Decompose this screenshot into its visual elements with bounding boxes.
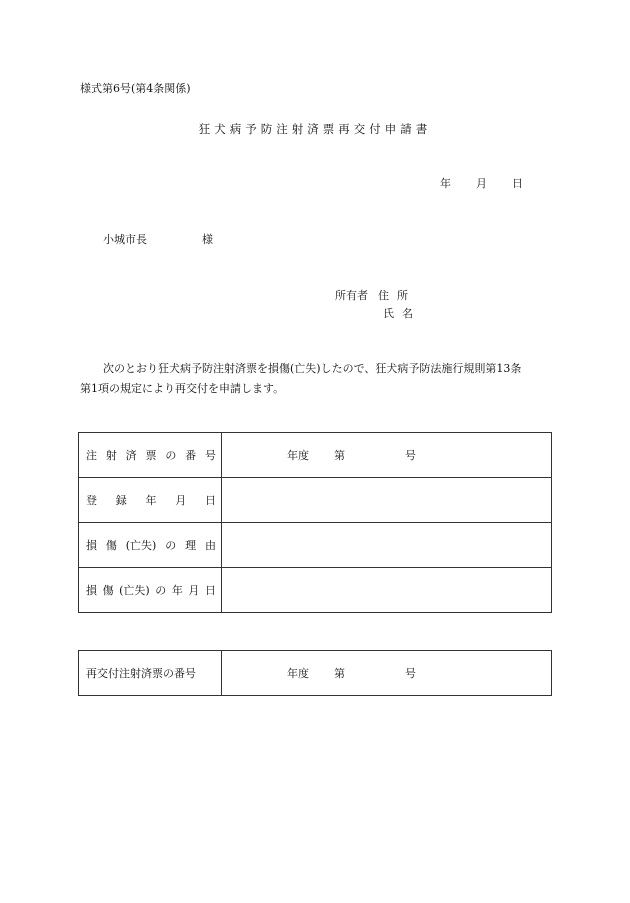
label-char: 登 bbox=[86, 494, 97, 507]
label-char: 年 bbox=[145, 494, 157, 507]
label-char: の bbox=[155, 584, 167, 597]
owner-name-label: 氏名 bbox=[383, 307, 421, 320]
addressee-name: 小城市長 bbox=[103, 233, 147, 246]
label-char: (亡失) bbox=[125, 539, 157, 552]
label-char: 日 bbox=[205, 494, 216, 507]
registration-date-field[interactable] bbox=[222, 478, 552, 523]
number-suffix-label: 号 bbox=[405, 449, 416, 462]
spread-label bbox=[86, 582, 216, 598]
label-char: 年 bbox=[171, 584, 183, 597]
row-label-registration-date bbox=[79, 478, 222, 523]
label-char: 番 bbox=[185, 449, 197, 462]
label-char: 号 bbox=[204, 449, 216, 462]
spread-label bbox=[86, 492, 216, 508]
number-suffix-label: 号 bbox=[405, 667, 416, 680]
fiscal-year-label: 年度 bbox=[287, 667, 309, 680]
reissue-number-field[interactable] bbox=[222, 651, 552, 696]
label-char: 票 bbox=[145, 449, 157, 462]
damage-date-field[interactable] bbox=[222, 568, 552, 613]
label-char: 傷 bbox=[105, 539, 117, 552]
date-line bbox=[440, 175, 523, 191]
table-row bbox=[79, 433, 552, 478]
date-month-label: 月 bbox=[476, 177, 487, 190]
owner-label: 所有者 bbox=[335, 289, 368, 302]
row-label-tag-number bbox=[79, 433, 222, 478]
date-year-label: 年 bbox=[440, 177, 451, 190]
number-prefix-label: 第 bbox=[334, 449, 345, 462]
application-table bbox=[78, 432, 552, 613]
table-row bbox=[79, 478, 552, 523]
label-char: 日 bbox=[204, 584, 216, 597]
number-prefix-label: 第 bbox=[334, 667, 345, 680]
label-char: 射 bbox=[105, 449, 117, 462]
spread-label bbox=[86, 447, 216, 463]
label-char: 由 bbox=[204, 539, 216, 552]
reissue-table bbox=[78, 650, 552, 696]
label-char: (亡失) bbox=[119, 584, 150, 597]
table-row bbox=[79, 651, 552, 696]
addressee bbox=[103, 231, 213, 247]
table-row bbox=[79, 568, 552, 613]
label-char: 月 bbox=[188, 584, 200, 597]
damage-reason-field[interactable] bbox=[222, 523, 552, 568]
tag-number-field[interactable] bbox=[222, 433, 552, 478]
owner-address-line bbox=[335, 287, 416, 303]
label-char: 済 bbox=[125, 449, 137, 462]
addressee-honorific: 様 bbox=[202, 233, 213, 246]
fiscal-year-label: 年度 bbox=[287, 449, 309, 462]
label-char: 傷 bbox=[102, 584, 114, 597]
spread-label bbox=[86, 537, 216, 553]
label-char: の bbox=[165, 539, 177, 552]
label-char: 録 bbox=[115, 494, 127, 507]
body-text-line-1: 次のとおり狂犬病予防注射済票を損傷(亡失)したので、狂犬病予防法施行規則第13条 bbox=[103, 362, 522, 375]
label-char: 損 bbox=[86, 539, 97, 552]
label-char: 理 bbox=[185, 539, 197, 552]
table-row bbox=[79, 523, 552, 568]
label-char: 損 bbox=[86, 584, 97, 597]
row-label-reissue-number: 再交付注射済票の番号 bbox=[79, 651, 222, 696]
label-char: 月 bbox=[175, 494, 187, 507]
date-day-label: 日 bbox=[512, 177, 523, 190]
label-char: 注 bbox=[86, 449, 97, 462]
label-char: の bbox=[165, 449, 177, 462]
row-label-damage-reason bbox=[79, 523, 222, 568]
page-title: 狂犬病予防注射済票再交付申請書 bbox=[198, 122, 432, 136]
body-text-line-2: 第1項の規定により再交付を申請します。 bbox=[80, 382, 285, 395]
form-number: 様式第6号(第4条関係) bbox=[80, 82, 191, 95]
row-label-damage-date bbox=[79, 568, 222, 613]
owner-address-label: 住所 bbox=[378, 289, 416, 302]
